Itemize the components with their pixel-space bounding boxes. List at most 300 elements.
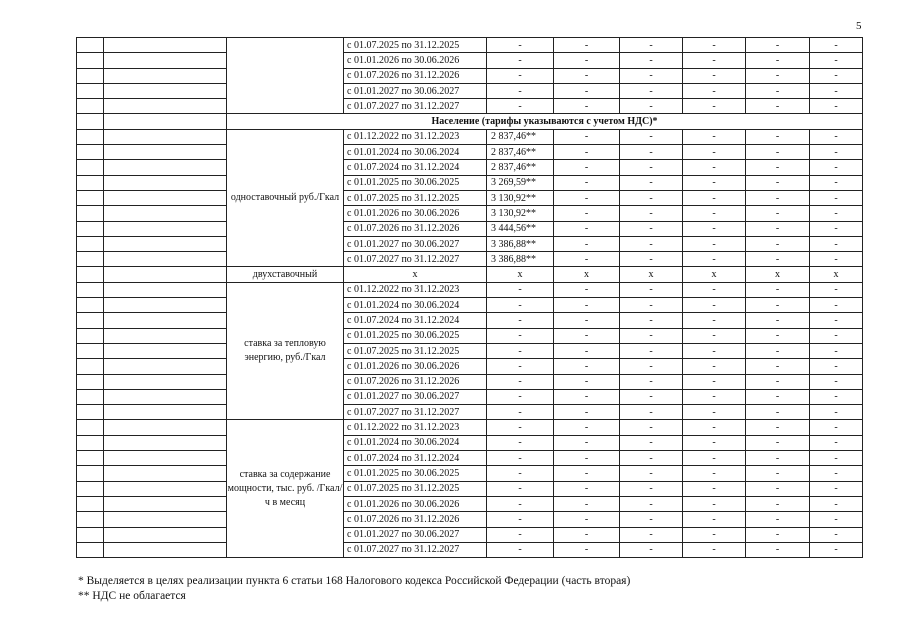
empty-cell xyxy=(104,145,227,160)
value-cell: - xyxy=(746,282,810,297)
tariff-value-cell: 2 837,46** xyxy=(487,145,554,160)
value-cell: - xyxy=(554,435,620,450)
empty-cell xyxy=(77,129,104,144)
value-cell: - xyxy=(620,145,683,160)
empty-cell xyxy=(77,175,104,190)
table-row xyxy=(77,328,863,343)
table-row xyxy=(77,298,863,313)
value-cell: - xyxy=(620,282,683,297)
value-cell: - xyxy=(683,359,746,374)
tariff-value-cell: 3 386,88** xyxy=(487,236,554,251)
value-cell: - xyxy=(487,512,554,527)
value-cell: - xyxy=(746,160,810,175)
empty-cell xyxy=(77,435,104,450)
empty-cell xyxy=(104,236,227,251)
period-cell: с 01.01.2026 по 30.06.2026 xyxy=(344,496,487,511)
x-mark-cell: х xyxy=(683,267,746,282)
footnote-vat-allocated: * Выделяется в целях реализации пункта 6 статьи 168 Налогового кодекса Российской Федерации (часть вторая) xyxy=(78,575,631,587)
period-cell: с 01.01.2027 по 30.06.2027 xyxy=(344,527,487,542)
value-cell: - xyxy=(554,190,620,205)
empty-cell xyxy=(104,298,227,313)
empty-cell xyxy=(77,221,104,236)
period-cell: с 01.01.2027 по 30.06.2027 xyxy=(344,83,487,98)
value-cell: - xyxy=(554,175,620,190)
table-row xyxy=(77,420,863,435)
value-cell: - xyxy=(810,405,863,420)
value-cell: - xyxy=(746,512,810,527)
empty-cell xyxy=(104,114,227,129)
empty-cell xyxy=(104,420,227,435)
empty-cell xyxy=(104,435,227,450)
value-cell: - xyxy=(810,298,863,313)
value-cell: - xyxy=(487,405,554,420)
value-cell: - xyxy=(746,374,810,389)
value-cell: - xyxy=(683,481,746,496)
empty-cell xyxy=(104,466,227,481)
value-cell: - xyxy=(683,466,746,481)
value-cell: - xyxy=(554,343,620,358)
value-cell: - xyxy=(683,420,746,435)
value-cell: - xyxy=(683,313,746,328)
empty-cell xyxy=(104,252,227,267)
value-cell: - xyxy=(746,420,810,435)
value-cell: - xyxy=(746,252,810,267)
value-cell: - xyxy=(487,542,554,557)
table-row xyxy=(77,282,863,297)
value-cell: - xyxy=(554,420,620,435)
value-cell: - xyxy=(620,542,683,557)
value-cell: - xyxy=(620,527,683,542)
period-cell: с 01.01.2026 по 30.06.2026 xyxy=(344,53,487,68)
value-cell: - xyxy=(487,435,554,450)
value-cell: - xyxy=(620,374,683,389)
value-cell: - xyxy=(554,145,620,160)
value-cell: - xyxy=(487,38,554,53)
value-cell: - xyxy=(620,68,683,83)
empty-cell xyxy=(104,496,227,511)
value-cell: - xyxy=(683,542,746,557)
value-cell: - xyxy=(554,374,620,389)
period-cell: с 01.01.2025 по 30.06.2025 xyxy=(344,328,487,343)
period-cell: с 01.12.2022 по 31.12.2023 xyxy=(344,129,487,144)
value-cell: - xyxy=(487,389,554,404)
table-row xyxy=(77,38,863,53)
value-cell: - xyxy=(620,190,683,205)
table-row xyxy=(77,267,863,282)
value-cell: - xyxy=(683,328,746,343)
empty-cell xyxy=(77,282,104,297)
period-cell: с 01.07.2026 по 31.12.2026 xyxy=(344,512,487,527)
value-cell: - xyxy=(746,38,810,53)
value-cell: - xyxy=(683,389,746,404)
value-cell: - xyxy=(746,53,810,68)
value-cell: - xyxy=(683,298,746,313)
footnotes xyxy=(78,574,630,604)
period-cell: с 01.01.2024 по 30.06.2024 xyxy=(344,435,487,450)
period-cell: с 01.01.2027 по 30.06.2027 xyxy=(344,389,487,404)
value-cell: - xyxy=(810,99,863,114)
table-row xyxy=(77,512,863,527)
empty-cell xyxy=(104,38,227,53)
value-cell: - xyxy=(810,527,863,542)
value-cell: - xyxy=(620,221,683,236)
value-cell: - xyxy=(683,282,746,297)
value-cell: - xyxy=(620,435,683,450)
value-cell: - xyxy=(810,328,863,343)
period-cell: с 01.01.2026 по 30.06.2026 xyxy=(344,206,487,221)
tariff-value-cell: 3 130,92** xyxy=(487,206,554,221)
value-cell: - xyxy=(683,99,746,114)
value-cell: - xyxy=(746,298,810,313)
value-cell: - xyxy=(554,496,620,511)
value-cell: - xyxy=(810,343,863,358)
value-cell: - xyxy=(620,38,683,53)
value-cell: - xyxy=(746,359,810,374)
table-row xyxy=(77,313,863,328)
value-cell: - xyxy=(746,68,810,83)
value-cell: - xyxy=(487,298,554,313)
value-cell: - xyxy=(554,236,620,251)
value-cell: - xyxy=(554,99,620,114)
value-cell: - xyxy=(683,405,746,420)
value-cell: - xyxy=(683,83,746,98)
value-cell: - xyxy=(620,236,683,251)
empty-cell xyxy=(104,68,227,83)
value-cell: - xyxy=(554,252,620,267)
value-cell: - xyxy=(746,542,810,557)
value-cell: - xyxy=(620,389,683,404)
value-cell: - xyxy=(620,328,683,343)
value-cell: - xyxy=(746,496,810,511)
value-cell: - xyxy=(746,206,810,221)
value-cell: - xyxy=(554,451,620,466)
value-cell: - xyxy=(487,374,554,389)
table-row xyxy=(77,496,863,511)
period-cell: с 01.07.2025 по 31.12.2025 xyxy=(344,190,487,205)
value-cell: - xyxy=(810,481,863,496)
x-mark-cell: х xyxy=(810,267,863,282)
value-cell: - xyxy=(554,298,620,313)
value-cell: - xyxy=(554,527,620,542)
empty-cell xyxy=(77,512,104,527)
empty-cell xyxy=(77,206,104,221)
empty-cell xyxy=(77,527,104,542)
category-cell: ставка за тепловую энергию, руб./Гкал xyxy=(227,282,344,420)
empty-cell xyxy=(77,420,104,435)
value-cell: - xyxy=(620,129,683,144)
value-cell: - xyxy=(683,190,746,205)
value-cell: - xyxy=(810,252,863,267)
empty-cell xyxy=(104,512,227,527)
empty-cell xyxy=(104,313,227,328)
period-cell: с 01.12.2022 по 31.12.2023 xyxy=(344,420,487,435)
period-cell: с 01.01.2027 по 30.06.2027 xyxy=(344,236,487,251)
value-cell: - xyxy=(620,343,683,358)
value-cell: - xyxy=(810,68,863,83)
empty-cell xyxy=(77,298,104,313)
value-cell: - xyxy=(554,206,620,221)
empty-cell xyxy=(104,206,227,221)
x-mark-cell: х xyxy=(344,267,487,282)
value-cell: - xyxy=(554,359,620,374)
value-cell: - xyxy=(620,496,683,511)
period-cell: с 01.07.2027 по 31.12.2027 xyxy=(344,542,487,557)
value-cell: - xyxy=(746,343,810,358)
empty-cell xyxy=(227,38,344,114)
empty-cell xyxy=(77,83,104,98)
value-cell: - xyxy=(683,175,746,190)
tariff-value-cell: 2 837,46** xyxy=(487,129,554,144)
table-row xyxy=(77,405,863,420)
value-cell: - xyxy=(746,190,810,205)
value-cell: - xyxy=(620,481,683,496)
period-cell: с 01.01.2026 по 30.06.2026 xyxy=(344,359,487,374)
value-cell: - xyxy=(554,405,620,420)
value-cell: - xyxy=(746,99,810,114)
value-cell: - xyxy=(810,206,863,221)
table-row xyxy=(77,160,863,175)
period-cell: с 01.07.2027 по 31.12.2027 xyxy=(344,252,487,267)
value-cell: - xyxy=(554,38,620,53)
value-cell: - xyxy=(554,129,620,144)
value-cell: - xyxy=(746,83,810,98)
table-row xyxy=(77,114,863,129)
value-cell: - xyxy=(810,512,863,527)
value-cell: - xyxy=(746,405,810,420)
value-cell: - xyxy=(487,496,554,511)
value-cell: - xyxy=(620,99,683,114)
table-row xyxy=(77,129,863,144)
footnote-vat-exempt: ** НДС не облагается xyxy=(78,590,186,602)
value-cell: - xyxy=(487,68,554,83)
table-row xyxy=(77,53,863,68)
value-cell: - xyxy=(487,282,554,297)
value-cell: - xyxy=(683,343,746,358)
empty-cell xyxy=(77,451,104,466)
value-cell: - xyxy=(746,435,810,450)
empty-cell xyxy=(104,374,227,389)
empty-cell xyxy=(104,389,227,404)
value-cell: - xyxy=(810,466,863,481)
empty-cell xyxy=(104,542,227,557)
empty-cell xyxy=(77,466,104,481)
value-cell: - xyxy=(487,53,554,68)
value-cell: - xyxy=(810,451,863,466)
value-cell: - xyxy=(810,175,863,190)
value-cell: - xyxy=(487,466,554,481)
table-row xyxy=(77,343,863,358)
value-cell: - xyxy=(746,145,810,160)
value-cell: - xyxy=(683,512,746,527)
value-cell: - xyxy=(683,435,746,450)
value-cell: - xyxy=(810,496,863,511)
value-cell: - xyxy=(746,389,810,404)
value-cell: - xyxy=(620,83,683,98)
empty-cell xyxy=(77,38,104,53)
value-cell: - xyxy=(810,542,863,557)
x-mark-cell: х xyxy=(554,267,620,282)
value-cell: - xyxy=(683,53,746,68)
tariff-value-cell: 3 444,56** xyxy=(487,221,554,236)
empty-cell xyxy=(77,68,104,83)
page-number: 5 xyxy=(856,20,862,32)
table-row xyxy=(77,359,863,374)
empty-cell xyxy=(77,236,104,251)
value-cell: - xyxy=(620,313,683,328)
value-cell: - xyxy=(487,451,554,466)
value-cell: - xyxy=(810,236,863,251)
value-cell: - xyxy=(746,466,810,481)
period-cell: с 01.07.2026 по 31.12.2026 xyxy=(344,68,487,83)
value-cell: - xyxy=(554,313,620,328)
value-cell: - xyxy=(487,328,554,343)
x-mark-cell: х xyxy=(620,267,683,282)
empty-cell xyxy=(77,359,104,374)
value-cell: - xyxy=(810,221,863,236)
table-row xyxy=(77,481,863,496)
value-cell: - xyxy=(683,527,746,542)
value-cell: - xyxy=(554,481,620,496)
x-mark-cell: х xyxy=(746,267,810,282)
value-cell: - xyxy=(746,451,810,466)
value-cell: - xyxy=(746,221,810,236)
x-mark-cell: х xyxy=(487,267,554,282)
value-cell: - xyxy=(487,420,554,435)
value-cell: - xyxy=(810,129,863,144)
value-cell: - xyxy=(746,129,810,144)
tariff-table xyxy=(76,37,863,558)
period-cell: с 01.07.2025 по 31.12.2025 xyxy=(344,481,487,496)
value-cell: - xyxy=(554,282,620,297)
empty-cell xyxy=(104,160,227,175)
value-cell: - xyxy=(746,481,810,496)
period-cell: с 01.12.2022 по 31.12.2023 xyxy=(344,282,487,297)
table-row xyxy=(77,527,863,542)
value-cell: - xyxy=(487,343,554,358)
value-cell: - xyxy=(810,435,863,450)
empty-cell xyxy=(104,190,227,205)
empty-cell xyxy=(104,221,227,236)
empty-cell xyxy=(77,114,104,129)
empty-cell xyxy=(77,145,104,160)
value-cell: - xyxy=(487,99,554,114)
table-row xyxy=(77,451,863,466)
value-cell: - xyxy=(620,160,683,175)
category-cell: двухставочный xyxy=(227,267,344,282)
value-cell: - xyxy=(746,527,810,542)
value-cell: - xyxy=(620,420,683,435)
value-cell: - xyxy=(810,160,863,175)
empty-cell xyxy=(77,252,104,267)
value-cell: - xyxy=(810,359,863,374)
value-cell: - xyxy=(810,145,863,160)
table-row xyxy=(77,145,863,160)
value-cell: - xyxy=(487,481,554,496)
value-cell: - xyxy=(683,221,746,236)
empty-cell xyxy=(77,190,104,205)
period-cell: с 01.07.2026 по 31.12.2026 xyxy=(344,374,487,389)
value-cell: - xyxy=(810,53,863,68)
table-row xyxy=(77,99,863,114)
value-cell: - xyxy=(683,68,746,83)
value-cell: - xyxy=(810,374,863,389)
value-cell: - xyxy=(620,252,683,267)
table-row xyxy=(77,542,863,557)
table-row xyxy=(77,221,863,236)
value-cell: - xyxy=(746,313,810,328)
table-row xyxy=(77,175,863,190)
period-cell: с 01.01.2024 по 30.06.2024 xyxy=(344,298,487,313)
value-cell: - xyxy=(620,512,683,527)
period-cell: с 01.07.2024 по 31.12.2024 xyxy=(344,451,487,466)
value-cell: - xyxy=(620,466,683,481)
empty-cell xyxy=(104,53,227,68)
table-row xyxy=(77,466,863,481)
empty-cell xyxy=(104,527,227,542)
table-row xyxy=(77,206,863,221)
empty-cell xyxy=(77,99,104,114)
empty-cell xyxy=(77,328,104,343)
tariff-value-cell: 3 386,88** xyxy=(487,252,554,267)
empty-cell xyxy=(77,160,104,175)
value-cell: - xyxy=(683,496,746,511)
table-row xyxy=(77,83,863,98)
empty-cell xyxy=(77,267,104,282)
empty-cell xyxy=(104,481,227,496)
value-cell: - xyxy=(810,389,863,404)
period-cell: с 01.07.2025 по 31.12.2025 xyxy=(344,38,487,53)
value-cell: - xyxy=(683,236,746,251)
value-cell: - xyxy=(554,83,620,98)
value-cell: - xyxy=(620,298,683,313)
value-cell: - xyxy=(810,190,863,205)
empty-cell xyxy=(77,389,104,404)
empty-cell xyxy=(77,53,104,68)
empty-cell xyxy=(104,282,227,297)
period-cell: с 01.07.2025 по 31.12.2025 xyxy=(344,343,487,358)
empty-cell xyxy=(77,343,104,358)
empty-cell xyxy=(77,481,104,496)
value-cell: - xyxy=(554,466,620,481)
period-cell: с 01.07.2024 по 31.12.2024 xyxy=(344,313,487,328)
table-row xyxy=(77,252,863,267)
value-cell: - xyxy=(683,451,746,466)
empty-cell xyxy=(104,99,227,114)
empty-cell xyxy=(77,405,104,420)
empty-cell xyxy=(104,359,227,374)
period-cell: с 01.07.2024 по 31.12.2024 xyxy=(344,160,487,175)
period-cell: с 01.01.2024 по 30.06.2024 xyxy=(344,145,487,160)
section-header: Население (тарифы указываются с учетом НДС)* xyxy=(227,114,863,129)
value-cell: - xyxy=(620,405,683,420)
period-cell: с 01.01.2025 по 30.06.2025 xyxy=(344,466,487,481)
value-cell: - xyxy=(487,359,554,374)
value-cell: - xyxy=(554,221,620,236)
empty-cell xyxy=(104,451,227,466)
empty-cell xyxy=(77,374,104,389)
tariff-value-cell: 3 269,59** xyxy=(487,175,554,190)
value-cell: - xyxy=(683,129,746,144)
category-cell: одноставочный руб./Гкал xyxy=(227,129,344,267)
table-row xyxy=(77,435,863,450)
empty-cell xyxy=(104,328,227,343)
empty-cell xyxy=(104,405,227,420)
table-row xyxy=(77,374,863,389)
empty-cell xyxy=(77,313,104,328)
value-cell: - xyxy=(487,83,554,98)
category-cell: ставка за содержание мощности, тыс. руб. /Гкал/ч в месяц xyxy=(227,420,344,558)
empty-cell xyxy=(104,343,227,358)
